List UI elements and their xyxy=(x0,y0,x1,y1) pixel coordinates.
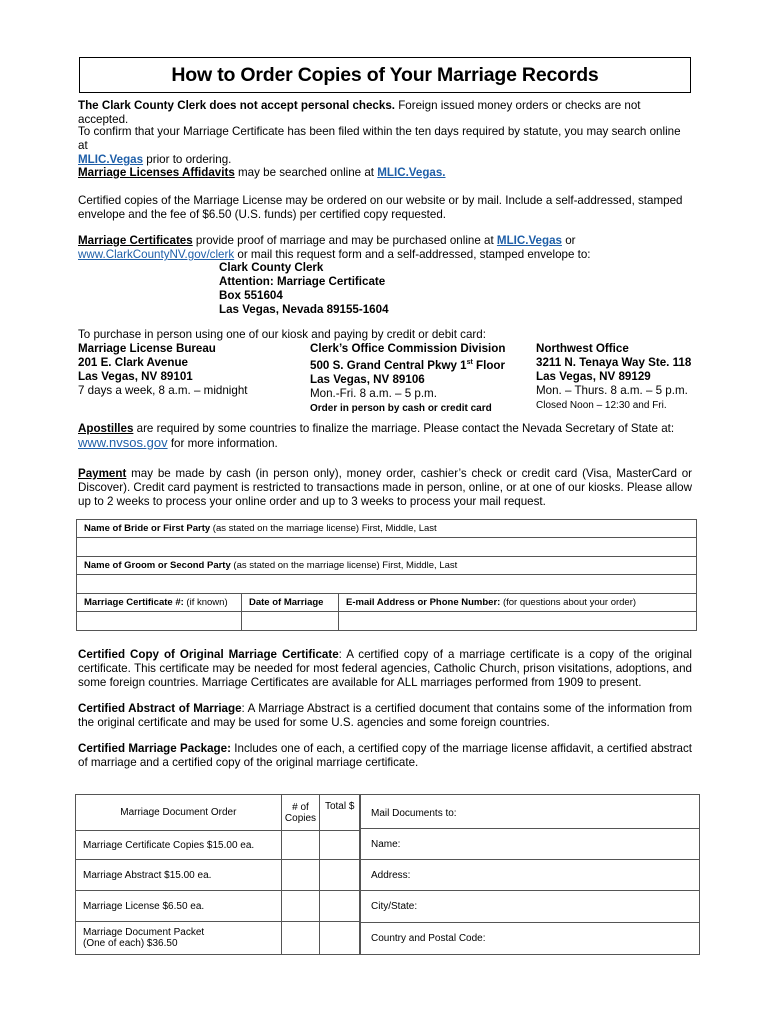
office-name: Northwest Office xyxy=(536,342,629,355)
certificates-label: Marriage Certificates xyxy=(78,234,193,247)
payment-paragraph xyxy=(78,467,692,509)
bride-label-cell: Name of Bride or First Party (as stated on the marriage license) First, Middle, Last xyxy=(77,520,697,538)
mlic-link-1[interactable]: MLIC.Vegas xyxy=(78,153,144,166)
office-street: 500 S. Grand Central Pkwy 1st Floor xyxy=(310,358,506,372)
cert-number-label: Marriage Certificate #: (if known) xyxy=(77,594,242,612)
certificates-text: provide proof of marriage and may be purchased online at xyxy=(192,234,497,247)
payment-label: Payment xyxy=(78,467,127,480)
title-box xyxy=(79,57,691,93)
mail-country-postal-field[interactable]: Country and Postal Code: xyxy=(361,923,700,955)
mail-address-line: Clark County Clerk xyxy=(219,261,324,274)
payment-text: may be made by cash (in person only), money order, cashier’s check or credit card (Visa, MasterCard or Discover). Credit card payment is restricted to transactions made in person, online, or at one of our kiosks. Please allow up to 2 weeks to process your online order and up to 3 weeks to process your mail request. xyxy=(78,467,692,508)
order-header-copies: # of Copies xyxy=(281,795,320,831)
office-note: Order in person by cash or credit card xyxy=(310,402,492,414)
confirm-text: To confirm that your Marriage Certificate has been filed within the ten days required by statute, you may search online at xyxy=(78,125,681,152)
contact-input[interactable] xyxy=(339,612,697,631)
certificates-or: or xyxy=(561,234,576,247)
groom-label-cell: Name of Groom or Second Party (as stated on the marriage license) First, Middle, Last xyxy=(77,557,697,575)
order-header-document: Marriage Document Order xyxy=(76,795,282,831)
office-marriage-bureau xyxy=(78,342,248,398)
order-row-certificate: Marriage Certificate Copies $15.00 ea. xyxy=(76,831,282,860)
contact-label: E-mail Address or Phone Number: (for questions about your order) xyxy=(339,594,697,612)
intro-paragraph xyxy=(78,99,692,127)
groom-name-input[interactable] xyxy=(77,575,697,594)
office-name: Marriage License Bureau xyxy=(78,342,216,355)
office-name: Clerk’s Office Commission Division xyxy=(310,342,506,355)
office-hours: 7 days a week, 8 a.m. – midnight xyxy=(78,384,248,397)
mail-to-header: Mail Documents to: xyxy=(361,795,700,829)
request-form-table xyxy=(76,519,697,631)
total-input[interactable] xyxy=(320,831,360,860)
office-city: Las Vegas, NV 89106 xyxy=(310,372,425,386)
office-city: Las Vegas, NV 89101 xyxy=(78,370,193,383)
copies-input[interactable] xyxy=(281,860,320,891)
certificates-text2: or mail this request form and a self-addressed, stamped envelope to: xyxy=(234,248,591,261)
copies-input[interactable] xyxy=(281,922,320,955)
apostilles-paragraph xyxy=(78,422,692,451)
mail-address xyxy=(219,261,389,317)
office-street: 3211 N. Tenaya Way Ste. 118 xyxy=(536,356,692,369)
office-note: Closed Noon – 12:30 and Fri. xyxy=(536,400,667,411)
total-input[interactable] xyxy=(320,922,360,955)
kiosk-intro: To purchase in person using one of our kiosk and paying by credit or debit card: xyxy=(78,328,486,341)
order-table xyxy=(75,794,360,955)
apostilles-label: Apostilles xyxy=(78,422,134,435)
office-city: Las Vegas, NV 89129 xyxy=(536,370,651,383)
office-commission-division xyxy=(310,342,505,416)
intro-rest: Foreign issued money orders or checks are not accepted. xyxy=(78,99,641,126)
mail-city-state-field[interactable]: City/State: xyxy=(361,891,700,923)
page-title: How to Order Copies of Your Marriage Records xyxy=(171,63,599,86)
copies-input[interactable] xyxy=(281,831,320,860)
total-input[interactable] xyxy=(320,860,360,891)
definition-abstract: Certified Abstract of Marriage: A Marriage Abstract is a certified document that contains some of the information from the original certificate and may be used for some U.S. agencies and some foreign countries. xyxy=(78,702,693,729)
apostilles-after: for more information. xyxy=(167,437,278,450)
mail-address-line: Las Vegas, Nevada 89155-1604 xyxy=(219,303,389,316)
date-label: Date of Marriage xyxy=(242,594,339,612)
copies-input[interactable] xyxy=(281,891,320,922)
confirm-after: prior to ordering. xyxy=(143,153,232,166)
office-hours: Mon.-Fri. 8 a.m. – 5 p.m. xyxy=(310,386,437,400)
mail-address-line: Box 551604 xyxy=(219,289,283,302)
order-row-license: Marriage License $6.50 ea. xyxy=(76,891,282,922)
certificates-paragraph xyxy=(78,234,692,262)
mlic-link-3[interactable]: MLIC.Vegas xyxy=(496,234,562,247)
bride-name-input[interactable] xyxy=(77,538,697,557)
total-input[interactable] xyxy=(320,891,360,922)
mail-address-line: Attention: Marriage Certificate xyxy=(219,275,386,288)
order-header-total: Total $ xyxy=(320,795,360,831)
definition-certified-copy: Certified Copy of Original Marriage Certificate: A certified copy of a marriage certificate is a copy of the original certificate. This certificate may be needed for most federal agencies, Catholic Church, prison visitations, adoptions, and some foreign countries. Marriage Certificates are available for ALL marriages performed from 1909 to present. xyxy=(78,648,692,689)
affidavits-label: Marriage Licenses Affidavits xyxy=(78,166,235,179)
apostilles-text: are required by some countries to finalize the marriage. Please contact the Nevada Secretary of State at: xyxy=(133,422,675,435)
mlic-link-2[interactable]: MLIC.Vegas. xyxy=(377,166,446,179)
certified-paragraph: Certified copies of the Marriage License may be ordered on our website or by mail. Include a self-addressed, stamped envelope and the fee of $6.50 (U.S. funds) per certified copy requested. xyxy=(78,194,683,221)
clark-county-link[interactable]: www.ClarkCountyNV.gov/clerk xyxy=(78,248,235,261)
office-northwest xyxy=(536,342,691,413)
office-street: 201 E. Clark Avenue xyxy=(78,356,188,369)
cert-number-input[interactable] xyxy=(77,612,242,631)
order-row-abstract: Marriage Abstract $15.00 ea. xyxy=(76,860,282,891)
mail-address-field[interactable]: Address: xyxy=(361,860,700,891)
date-input[interactable] xyxy=(242,612,339,631)
mail-to-table xyxy=(360,794,700,955)
definition-package: Certified Marriage Package: Includes one of each, a certified copy of the marriage license affidavit, a certified abstract of marriage and a certified copy of the original marriage certificate. xyxy=(78,742,692,769)
order-row-packet: Marriage Document Packet (One of each) $36.50 xyxy=(76,922,282,955)
office-hours: Mon. – Thurs. 8 a.m. – 5 p.m. xyxy=(536,384,688,397)
intro-bold: The Clark County Clerk does not accept personal checks. xyxy=(78,99,395,112)
affidavits-text: may be searched online at xyxy=(234,166,378,179)
mail-name-field[interactable]: Name: xyxy=(361,829,700,860)
affidavits-paragraph xyxy=(78,166,692,180)
confirm-paragraph xyxy=(78,125,692,167)
nvsos-link[interactable]: www.nvsos.gov xyxy=(78,435,168,450)
